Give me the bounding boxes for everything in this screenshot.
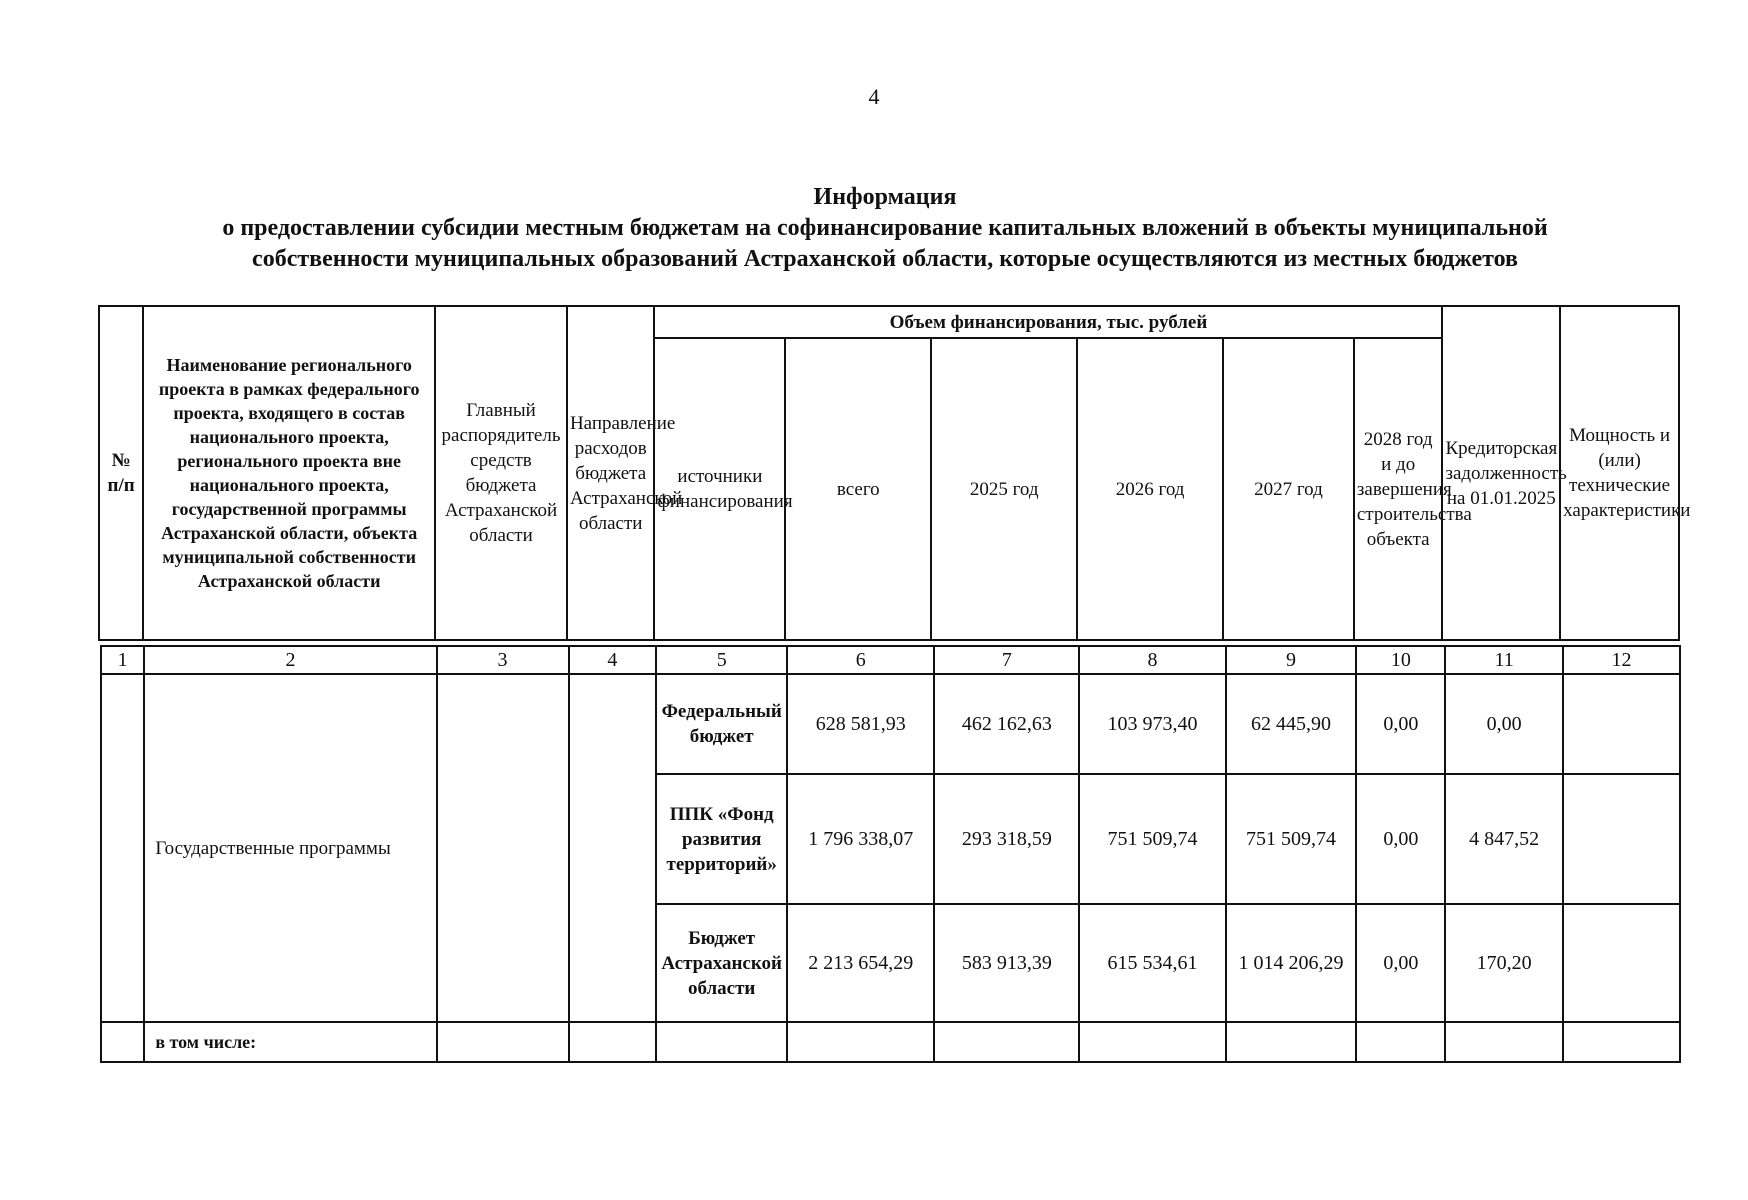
column-number: 1 (101, 646, 144, 674)
column-number: 5 (656, 646, 787, 674)
y2026-cell: 751 509,74 (1079, 774, 1225, 904)
source-cell: Бюджет Астраханской области (656, 904, 787, 1022)
y2025-cell: 293 318,59 (934, 774, 1079, 904)
y2027-cell: 1 014 206,29 (1226, 904, 1357, 1022)
header-2025: 2025 год (931, 338, 1077, 640)
program-name: Государственные программы (144, 674, 436, 1022)
title-line-1: Информация (813, 184, 957, 210)
cell-direction (569, 674, 657, 1022)
header-total: всего (785, 338, 931, 640)
empty-cell (934, 1022, 1079, 1062)
y2028-cell: 0,00 (1356, 674, 1445, 774)
y2025-cell: 462 162,63 (934, 674, 1079, 774)
empty-cell (656, 1022, 787, 1062)
column-number: 2 (144, 646, 436, 674)
table-header (98, 305, 1691, 641)
empty-cell (1445, 1022, 1563, 1062)
empty-cell (1563, 1022, 1680, 1062)
column-number: 10 (1356, 646, 1445, 674)
total-cell: 2 213 654,29 (787, 904, 934, 1022)
page-number: 4 (868, 84, 880, 109)
document-title (150, 182, 1620, 275)
empty-cell (1356, 1022, 1445, 1062)
source-cell: Федеральный бюджет (656, 674, 787, 774)
debt-cell: 170,20 (1445, 904, 1563, 1022)
header-financing-group: Объем финансирования, тыс. рублей (654, 306, 1442, 338)
column-number: 6 (787, 646, 934, 674)
title-line-3: собственности муниципальных образований Астраханской области, которые осуществляются из местных бюджетов (252, 246, 1518, 272)
capacity-cell (1563, 904, 1680, 1022)
y2026-cell: 615 534,61 (1079, 904, 1225, 1022)
column-number: 3 (437, 646, 569, 674)
empty-cell (437, 1022, 569, 1062)
debt-cell: 4 847,52 (1445, 774, 1563, 904)
empty-cell (1079, 1022, 1225, 1062)
column-numbers-row (101, 646, 1680, 674)
column-number: 7 (934, 646, 1079, 674)
header-sources: источники финансирования (654, 338, 785, 640)
y2028-cell: 0,00 (1356, 774, 1445, 904)
including-label: в том числе: (144, 1022, 436, 1062)
debt-cell: 0,00 (1445, 674, 1563, 774)
y2027-cell: 751 509,74 (1226, 774, 1357, 904)
header-main-manager: Главный распорядитель средств бюджета Астраханской области (435, 306, 567, 640)
y2026-cell: 103 973,40 (1079, 674, 1225, 774)
empty-cell (787, 1022, 934, 1062)
header-2028: 2028 год и до завершения строительства объекта (1354, 338, 1443, 640)
table-row (101, 674, 1680, 774)
header-2027: 2027 год (1223, 338, 1354, 640)
column-number: 12 (1563, 646, 1680, 674)
y2028-cell: 0,00 (1356, 904, 1445, 1022)
column-number: 8 (1079, 646, 1225, 674)
table-row (101, 1022, 1680, 1062)
header-name: Наименование регионального проекта в рамках федерального проекта, входящего в состав национального проекта, регионального проекта вне национального проекта, государственной программы Астраханской области, объекта муниципальной собственности Астраханской области (143, 306, 435, 640)
source-cell: ППК «Фонд развития территорий» (656, 774, 787, 904)
total-cell: 628 581,93 (787, 674, 934, 774)
empty-cell (1226, 1022, 1357, 1062)
header-capacity: Мощность и (или) технические характеристики (1560, 306, 1679, 640)
column-number: 11 (1445, 646, 1563, 674)
y2027-cell: 62 445,90 (1226, 674, 1357, 774)
header-creditor-debt: Кредиторская задолженность на 01.01.2025 (1442, 306, 1560, 640)
capacity-cell (1563, 674, 1680, 774)
capacity-cell (1563, 774, 1680, 904)
table-body (100, 645, 1681, 1063)
header-num: № п/п (99, 306, 143, 640)
total-cell: 1 796 338,07 (787, 774, 934, 904)
y2025-cell: 583 913,39 (934, 904, 1079, 1022)
column-number: 4 (569, 646, 657, 674)
cell-main-manager (437, 674, 569, 1022)
header-2026: 2026 год (1077, 338, 1223, 640)
title-line-2: о предоставлении субсидии местным бюджетам на софинансирование капитальных вложений в объекты муниципальной (222, 215, 1548, 241)
cell-num (101, 674, 144, 1022)
empty-cell (569, 1022, 657, 1062)
cell-num (101, 1022, 144, 1062)
header-direction: Направление расходов бюджета Астраханской области (567, 306, 655, 640)
column-number: 9 (1226, 646, 1357, 674)
